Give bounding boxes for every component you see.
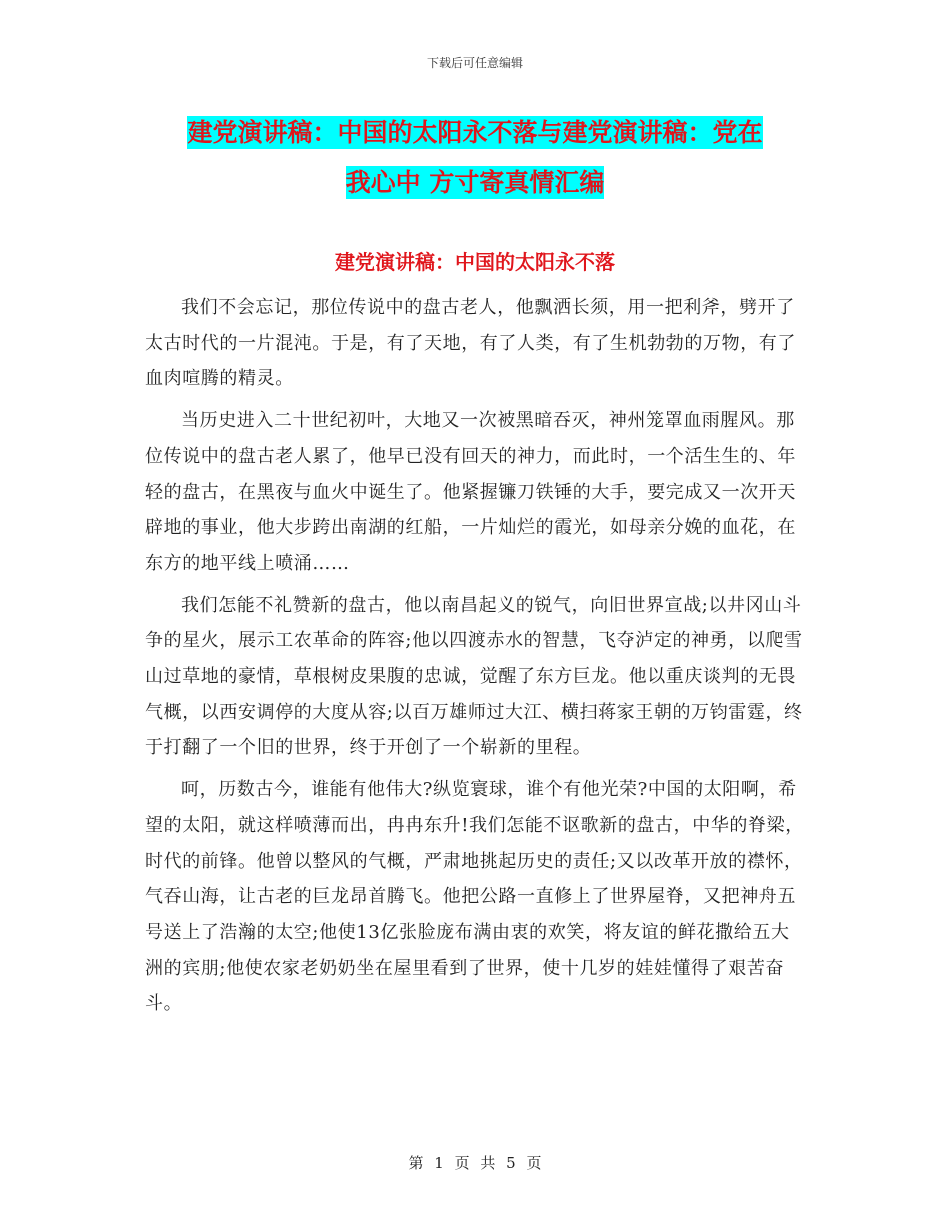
page-number-footer: 第 1 页 共 5 页 [408, 1154, 542, 1172]
paragraph-1: 我们不会忘记，那位传说中的盘古老人，他飘洒长须，用一把利斧，劈开了太古时代的一片混沌。于是，有了天地，有了人类，有了生机勃勃的万物，有了血肉喧腾的精灵。 [145, 297, 796, 390]
body-text [145, 290, 805, 1028]
paragraph-4: 呵，历数古今，谁能有他伟大?纵览寰球，谁个有他光荣?中国的太阳啊，希望的太阳，就这样喷薄而出，冉冉东升!我们怎能不讴歌新的盘古，中华的脊梁，时代的前锋。他曾以整风的气概，严肃地挑起历史的责任;又以改革开放的襟怀，气吞山海，让古老的巨龙昂首腾飞。他把公路一直修上了世界屋脊，又把神舟五号送上了浩瀚的太空;他使13亿张脸庞布满由衷的欢笑，将友谊的鲜花撒给五大洲的宾朋;他使农家老奶奶坐在屋里看到了世界，使十几岁的娃娃懂得了艰苦奋斗。 [145, 779, 804, 1015]
header-note: 下载后可任意编辑 [426, 56, 523, 70]
section-title: 建党演讲稿：中国的太阳永不落 [335, 250, 615, 274]
paragraph-3: 我们怎能不礼赞新的盘古，他以南昌起义的锐气，向旧世界宣战;以井冈山斗争的星火，展示工农革命的阵容;他以四渡赤水的智慧，飞夺泸定的神勇，以爬雪山过草地的豪情，草根树皮果腹的忠诚，觉醒了东方巨龙。他以重庆谈判的无畏气概，以西安调停的大度从容;以百万雄师过大江、横扫蒋家王朝的万钧雷霆，终于打翻了一个旧的世界，终于开创了一个崭新的里程。 [145, 594, 803, 759]
document-title-line-1: 建党演讲稿：中国的太阳永不落与建党演讲稿：党在 [187, 118, 763, 147]
document-title-line-2: 我心中 方寸寄真情汇编 [345, 168, 605, 197]
paragraph-2: 当历史进入二十世纪初叶，大地又一次被黑暗吞灭，神州笼罩血雨腥风。那位传说中的盘古老人累了，他早已没有回天的神力，而此时，一个活生生的、年轻的盘古，在黑夜与血火中诞生了。他紧握镰刀铁锤的大手，要完成又一次开天辟地的事业，他大步跨出南湖的红船，一片灿烂的霞光，如母亲分娩的血花，在东方的地平线上喷涌…… [145, 410, 796, 574]
document-title [0, 108, 950, 208]
